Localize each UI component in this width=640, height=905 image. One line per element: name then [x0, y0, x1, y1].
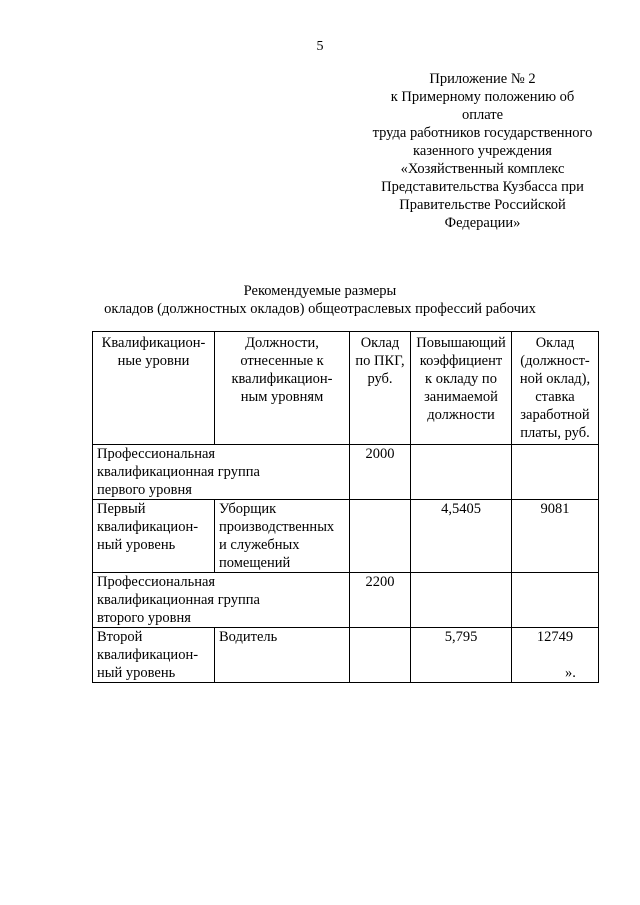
- group-label-cell: Профессиональная квалификационная группа второго уровня: [93, 573, 350, 628]
- header-cell-qualification-levels: Квалификацион- ные уровни: [93, 332, 215, 445]
- group-salary-cell: 2000: [350, 445, 411, 500]
- appendix-line: Приложение № 2: [429, 71, 536, 87]
- appendix-line: труда работников государственного: [372, 125, 593, 141]
- group-label-cell: Профессиональная квалификационная группа первого уровня: [93, 445, 350, 500]
- appendix-line: казенного учреждения: [413, 143, 552, 159]
- empty-cell: [512, 445, 599, 500]
- appendix-line: Федерации»: [444, 215, 521, 231]
- level-cell: Второй квалификацион- ный уровень: [93, 628, 215, 683]
- table-row-level: [93, 500, 599, 573]
- header-cell-salary-rate: Оклад (должност- ной оклад), ставка заработной платы, руб.: [512, 332, 599, 445]
- closing-quote: ».: [565, 665, 576, 681]
- appendix-line: оплате: [461, 107, 504, 123]
- title-line: окладов (должностных окладов) общеотраслевых профессий рабочих: [104, 301, 536, 317]
- position-cell: Водитель: [215, 628, 350, 683]
- level-cell: Первый квалификацион- ный уровень: [93, 500, 215, 573]
- position-cell: Уборщик производственных и служебных помещений: [215, 500, 350, 573]
- header-cell-positions: Должности, отнесенные к квалификацион- ным уровням: [215, 332, 350, 445]
- title-line: Рекомендуемые размеры: [243, 283, 397, 299]
- appendix-heading: [355, 70, 610, 232]
- salary-cell: 9081: [512, 500, 599, 573]
- appendix-line: Представительства Кузбасса при: [381, 179, 584, 195]
- appendix-line: «Хозяйственный комплекс: [400, 161, 565, 177]
- salary-table: [92, 331, 599, 683]
- table-row-group: [93, 573, 599, 628]
- empty-cell: [411, 573, 512, 628]
- page-number: 5: [316, 39, 324, 54]
- empty-cell: [350, 500, 411, 573]
- table-header-row: [93, 332, 599, 445]
- salary-cell: 12749: [512, 628, 599, 683]
- empty-cell: [411, 445, 512, 500]
- empty-cell: [350, 628, 411, 683]
- header-cell-pkg-salary: Оклад по ПКГ, руб.: [350, 332, 411, 445]
- appendix-line: Правительстве Российской: [399, 197, 566, 213]
- document-title: [0, 282, 640, 318]
- table-row-group: [93, 445, 599, 500]
- coefficient-cell: 5,795: [411, 628, 512, 683]
- empty-cell: [512, 573, 599, 628]
- appendix-line: к Примерному положению об: [390, 89, 575, 105]
- group-salary-cell: 2200: [350, 573, 411, 628]
- header-cell-coefficient: Повышающий коэффициент к окладу по занимаемой должности: [411, 332, 512, 445]
- table-row-level: [93, 628, 599, 683]
- coefficient-cell: 4,5405: [411, 500, 512, 573]
